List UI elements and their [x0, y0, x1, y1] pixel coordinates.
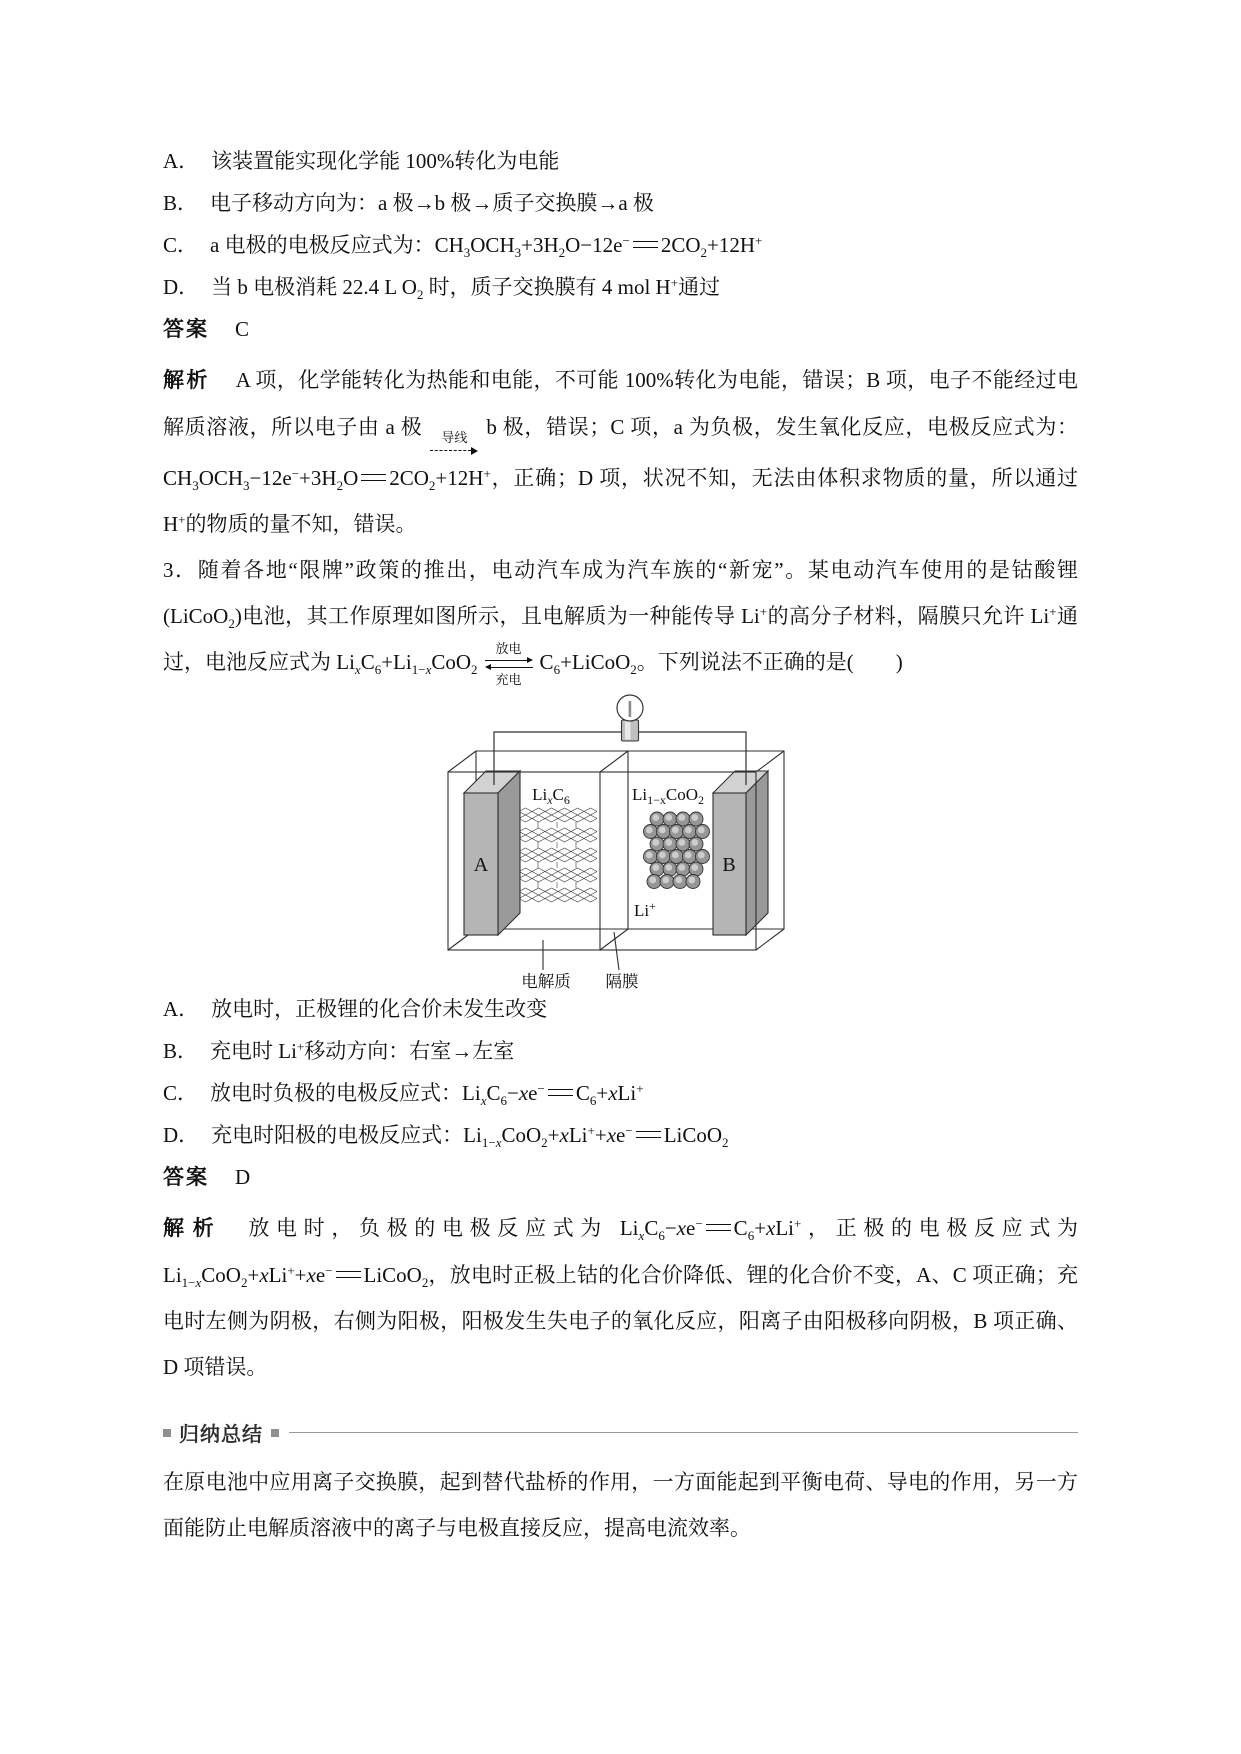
- analysis-text: 放电时，负极的电极反应式为 $Li_xC_6-xe^-$ $C_6+xLi^+$，正极的电极反应式为 $Li_{1-x}CoO_2+xLi^++xe^-$ LiCoO$_2$，放电时正极上钴的化合价降低、锂的化合价不变，A、C 项正确；充电时左侧为阴极，右侧为阳极，阳极发生失电子的氧化反应，阳离子由阳极移向阴极，B 项正确、D 项错误。: [163, 1216, 1079, 1380]
- q3-analysis: [163, 1205, 1078, 1390]
- option-letter: B．: [163, 191, 199, 215]
- light-bulb-icon: [617, 695, 643, 741]
- option-letter: D．: [163, 275, 200, 299]
- header-rule: [289, 1432, 1078, 1433]
- analysis-text: A 项，化学能转化为热能和电能，不可能 100%转化为电能，错误；B 项，电子不能经过电解质溶液，所以电子由 a 极 导线 b 极，错误；C 项，a 为负极，发生氧化反应，电极反应式为：$CH_3OCH_3-12e^-+3H_2O$ $2CO_2+12H^+$，正确；D 项，状况不知，无法由体积求物质的量，所以通过 H+的物质的量不知，错误。: [163, 368, 1078, 536]
- q3-answer-row: [163, 1162, 1078, 1193]
- left-material-label: $Li_xC_6$: [532, 785, 570, 808]
- electrolyte-label: 电解质: [521, 972, 571, 992]
- electrode-a: [464, 771, 520, 935]
- option-text: 该装置能实现化学能 100%转化为电能: [211, 149, 560, 173]
- graphite-layers-icon: [519, 808, 597, 902]
- q2-answer-row: [163, 314, 1078, 345]
- label-pointer-lines: [543, 932, 619, 970]
- answer-tag: 答案: [163, 318, 209, 341]
- oxide-spheres-icon: [644, 812, 710, 889]
- q3-stem: [163, 547, 1078, 686]
- option-letter: D．: [163, 1123, 200, 1148]
- stem-text: 3．随着各地“限牌”政策的推出，电动汽车成为汽车族的“新宠”。某电动汽车使用的是钴酸锂(LiCoO$_2$)电池，其工作原理如图所示，且电解质为一种能传导 Li+的高分子材料，隔膜只允许 Li+通过，电池反应式为 $Li_xC_6+Li_{1-x}CoO_2$ 放电 充电 $C_6+LiCoO_2$。下列说法不正确的是( ): [163, 558, 1079, 688]
- membrane-panel: [600, 751, 628, 950]
- analysis-tag: 解析: [163, 369, 210, 392]
- electrode-b: [713, 771, 768, 935]
- electrode-b-label: B: [722, 854, 736, 877]
- electrode-a-label: A: [473, 854, 489, 877]
- right-material-label: $Li_{1-x}CoO_2$: [631, 785, 705, 808]
- q2-analysis: [163, 357, 1078, 547]
- q3-option-c: [163, 1078, 1078, 1108]
- answer-value: C: [235, 317, 250, 341]
- summary-header: [163, 1418, 1078, 1447]
- q3-option-a: [163, 994, 1078, 1024]
- option-letter: C．: [163, 1081, 199, 1106]
- square-bullet-icon: [271, 1429, 279, 1437]
- circuit-wire: [494, 732, 746, 785]
- option-letter: B．: [163, 1039, 199, 1064]
- square-bullet-icon: [163, 1429, 171, 1437]
- option-text: a 电极的电极反应式为：$CH_3OCH_3+3H_2O-12e^-$ $2CO_2+12H^+$: [210, 233, 763, 260]
- summary-text: 在原电池中应用离子交换膜，起到替代盐桥的作用，一方面能起到平衡电荷、导电的作用，另一方面能防止电解质溶液中的离子与电极直接反应，提高电流效率。: [163, 1470, 1078, 1541]
- lithium-ion-label: Li+: [634, 899, 656, 921]
- option-text: 放电时，正极锂的化合价未发生改变: [211, 997, 548, 1022]
- option-letter: C．: [163, 233, 199, 257]
- battery-cell-figure: [391, 690, 821, 992]
- analysis-tag: 解析: [163, 1217, 223, 1241]
- option-text: 电子移动方向为：a 极→b 极→质子交换膜→a 极: [210, 191, 654, 215]
- q2-option-b: [163, 188, 1078, 218]
- option-letter: A．: [163, 997, 200, 1022]
- option-text: 放电时负极的电极反应式：$Li_xC_6-xe^-$ $C_6+xLi^+$: [210, 1081, 644, 1109]
- membrane-label: 隔膜: [605, 972, 639, 992]
- option-text: 充电时 Li+移动方向：右室→左室: [210, 1039, 515, 1064]
- q2-option-d: [163, 272, 1078, 302]
- q3-option-d: [163, 1120, 1078, 1150]
- q3-option-b: [163, 1036, 1078, 1066]
- summary-title: 归纳总结: [179, 1424, 263, 1447]
- q2-option-c: [163, 230, 1078, 260]
- answer-value: D: [235, 1165, 251, 1190]
- option-letter: A．: [163, 149, 200, 173]
- option-text: 当 b 电极消耗 22.4 L $O_2$ 时，质子交换膜有 4 mol H+通过: [211, 275, 721, 302]
- option-text: 充电时阳极的电极反应式：$Li_{1-x}CoO_2+xLi^++xe^-$ LiCoO$_2$: [211, 1123, 729, 1151]
- q2-option-a: [163, 146, 1078, 176]
- answer-tag: 答案: [163, 1166, 209, 1190]
